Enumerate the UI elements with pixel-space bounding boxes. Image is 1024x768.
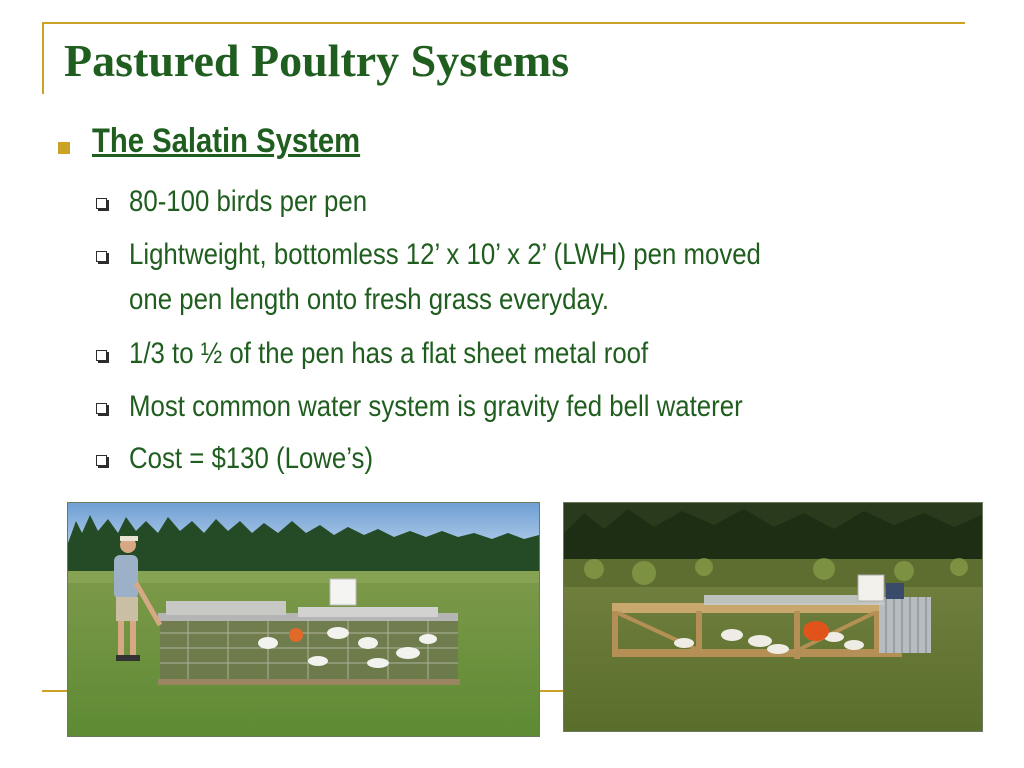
wooden-pen-photo — [563, 502, 983, 732]
checkbox-bullet-icon — [96, 455, 107, 466]
bullet-text: one pen length onto fresh grass everyday. — [129, 283, 610, 316]
checkbox-bullet-icon — [96, 198, 107, 209]
slide-title: Pastured Poultry Systems — [64, 35, 570, 86]
bullet-text: 1/3 to ½ of the pen has a flat sheet metal roof — [129, 337, 649, 370]
bullet-text: Lightweight, bottomless 12’ x 10’ x 2’ (LWH) pen moved — [129, 238, 761, 271]
bullet-text: Most common water system is gravity fed bell waterer — [129, 390, 743, 423]
frame-left-line — [42, 22, 44, 94]
heading-text: The Salatin System — [92, 122, 361, 160]
checkbox-bullet-icon — [96, 403, 107, 414]
checkbox-bullet-icon — [96, 251, 107, 262]
frame-bottom-line-middle — [537, 690, 565, 692]
bullet-text: 80-100 birds per pen — [129, 185, 368, 218]
bullet-text: Cost = $130 (Lowe’s) — [129, 442, 374, 475]
square-bullet-icon — [58, 142, 70, 154]
checkbox-bullet-icon — [96, 350, 107, 361]
frame-top-line — [42, 22, 965, 24]
man-pulling-pen-photo — [67, 502, 540, 737]
